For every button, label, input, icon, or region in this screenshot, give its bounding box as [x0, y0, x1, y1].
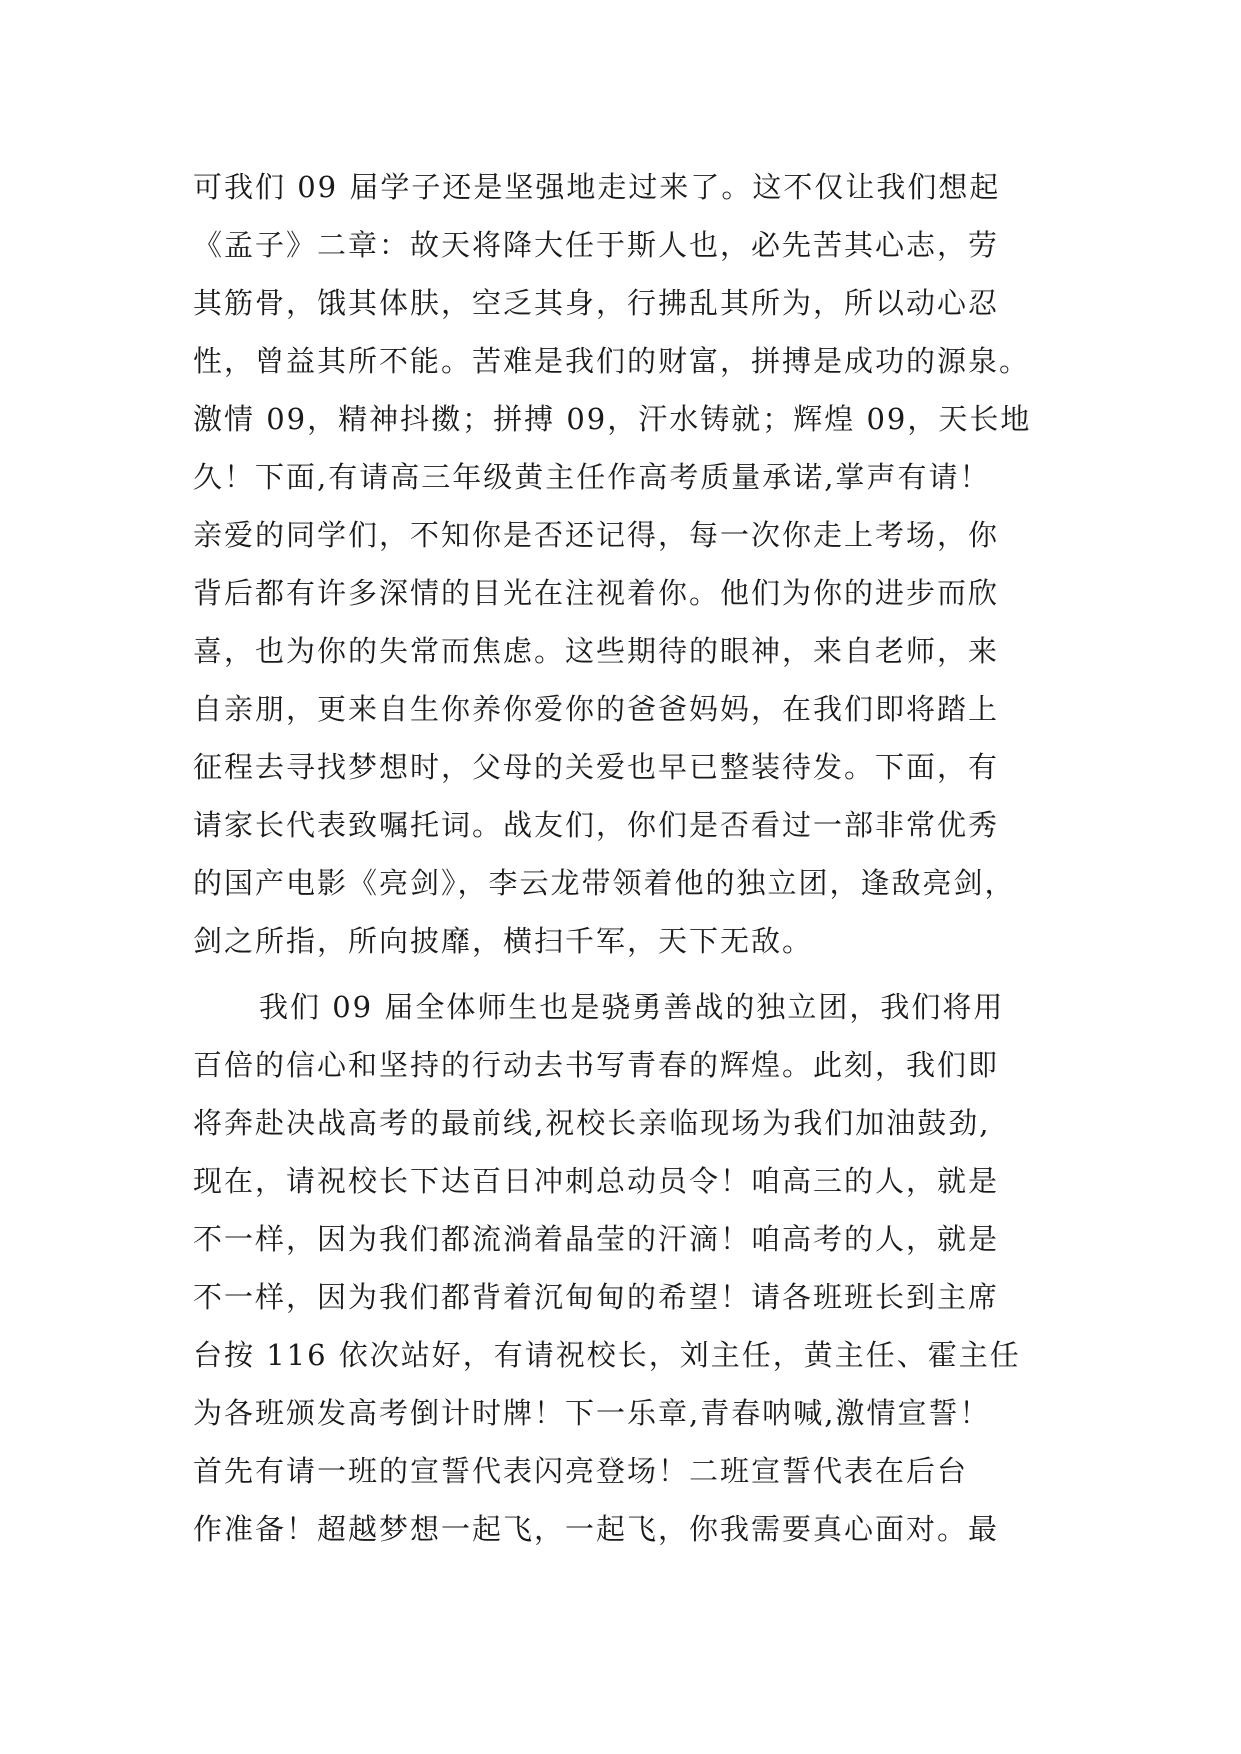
- text-line: 性，曾益其所不能。苦难是我们的财富，拼搏是成功的源泉。: [193, 344, 1031, 378]
- paragraph: [193, 158, 1063, 970]
- text-line: 为各班颁发高考倒计时牌！下一乐章,青春呐喊,激情宣誓！: [193, 1396, 991, 1430]
- text-line: 首先有请一班的宣誓代表闪亮登场！二班宣誓代表在后台: [193, 1454, 969, 1488]
- text-line: 喜，也为你的失常而焦虑。这些期待的眼神，来自老师，来: [193, 634, 1000, 668]
- text-line: 不一样，因为我们都背着沉甸甸的希望！请各班班长到主席: [193, 1280, 1000, 1314]
- text-line: 背后都有许多深情的目光在注视着你。他们为你的进步而欣: [193, 576, 1000, 610]
- text-line: 台按 116 依次站好，有请祝校长，刘主任，黄主任、霍主任: [193, 1338, 1021, 1372]
- text-line: 现在，请祝校长下达百日冲刺总动员令！咱高三的人，就是: [193, 1164, 1000, 1198]
- text-line: 久！下面,有请高三年级黄主任作高考质量承诺,掌声有请！: [193, 460, 991, 494]
- text-line: 百倍的信心和坚持的行动去书写青春的辉煌。此刻，我们即: [193, 1048, 1000, 1082]
- paragraph-gap: [193, 970, 1063, 978]
- text-line: 征程去寻找梦想时，父母的关爱也早已整装待发。下面，有: [193, 750, 1000, 784]
- text-line: 的国产电影《亮剑》，李云龙带领着他的独立团，逢敌亮剑，: [193, 866, 1016, 900]
- text-line: 不一样，因为我们都流淌着晶莹的汗滴！咱高考的人，就是: [193, 1222, 1000, 1256]
- text-line: 将奔赴决战高考的最前线,祝校长亲临现场为我们加油鼓劲,: [193, 1106, 991, 1140]
- text-line: 自亲朋，更来自生你养你爱你的爸爸妈妈，在我们即将踏上: [193, 692, 1000, 726]
- text-line: 亲爱的同学们，不知你是否还记得，每一次你走上考场，你: [193, 518, 1000, 552]
- text-line: 我们 09 届全体师生也是骁勇善战的独立团，我们将用: [259, 990, 1005, 1024]
- text-line: 其筋骨，饿其体肤，空乏其身，行拂乱其所为，所以动心忍: [193, 286, 1000, 320]
- paragraph: [193, 978, 1063, 1558]
- text-line: 可我们 09 届学子还是坚强地走过来了。这不仅让我们想起: [193, 170, 1001, 204]
- document-body: [193, 158, 1063, 1558]
- text-line: 《孟子》二章：故天将降大任于斯人也，必先苦其心志，劳: [193, 228, 1000, 262]
- text-line: 作准备！超越梦想一起飞，一起飞，你我需要真心面对。最: [193, 1512, 1000, 1546]
- text-line: 剑之所指，所向披靡，横扫千军，天下无敌。: [193, 924, 814, 958]
- text-line: 激情 09，精神抖擞；拼搏 09，汗水铸就；辉煌 09，天长地: [193, 402, 1032, 436]
- text-line: 请家长代表致嘱托词。战友们，你们是否看过一部非常优秀: [193, 808, 1000, 842]
